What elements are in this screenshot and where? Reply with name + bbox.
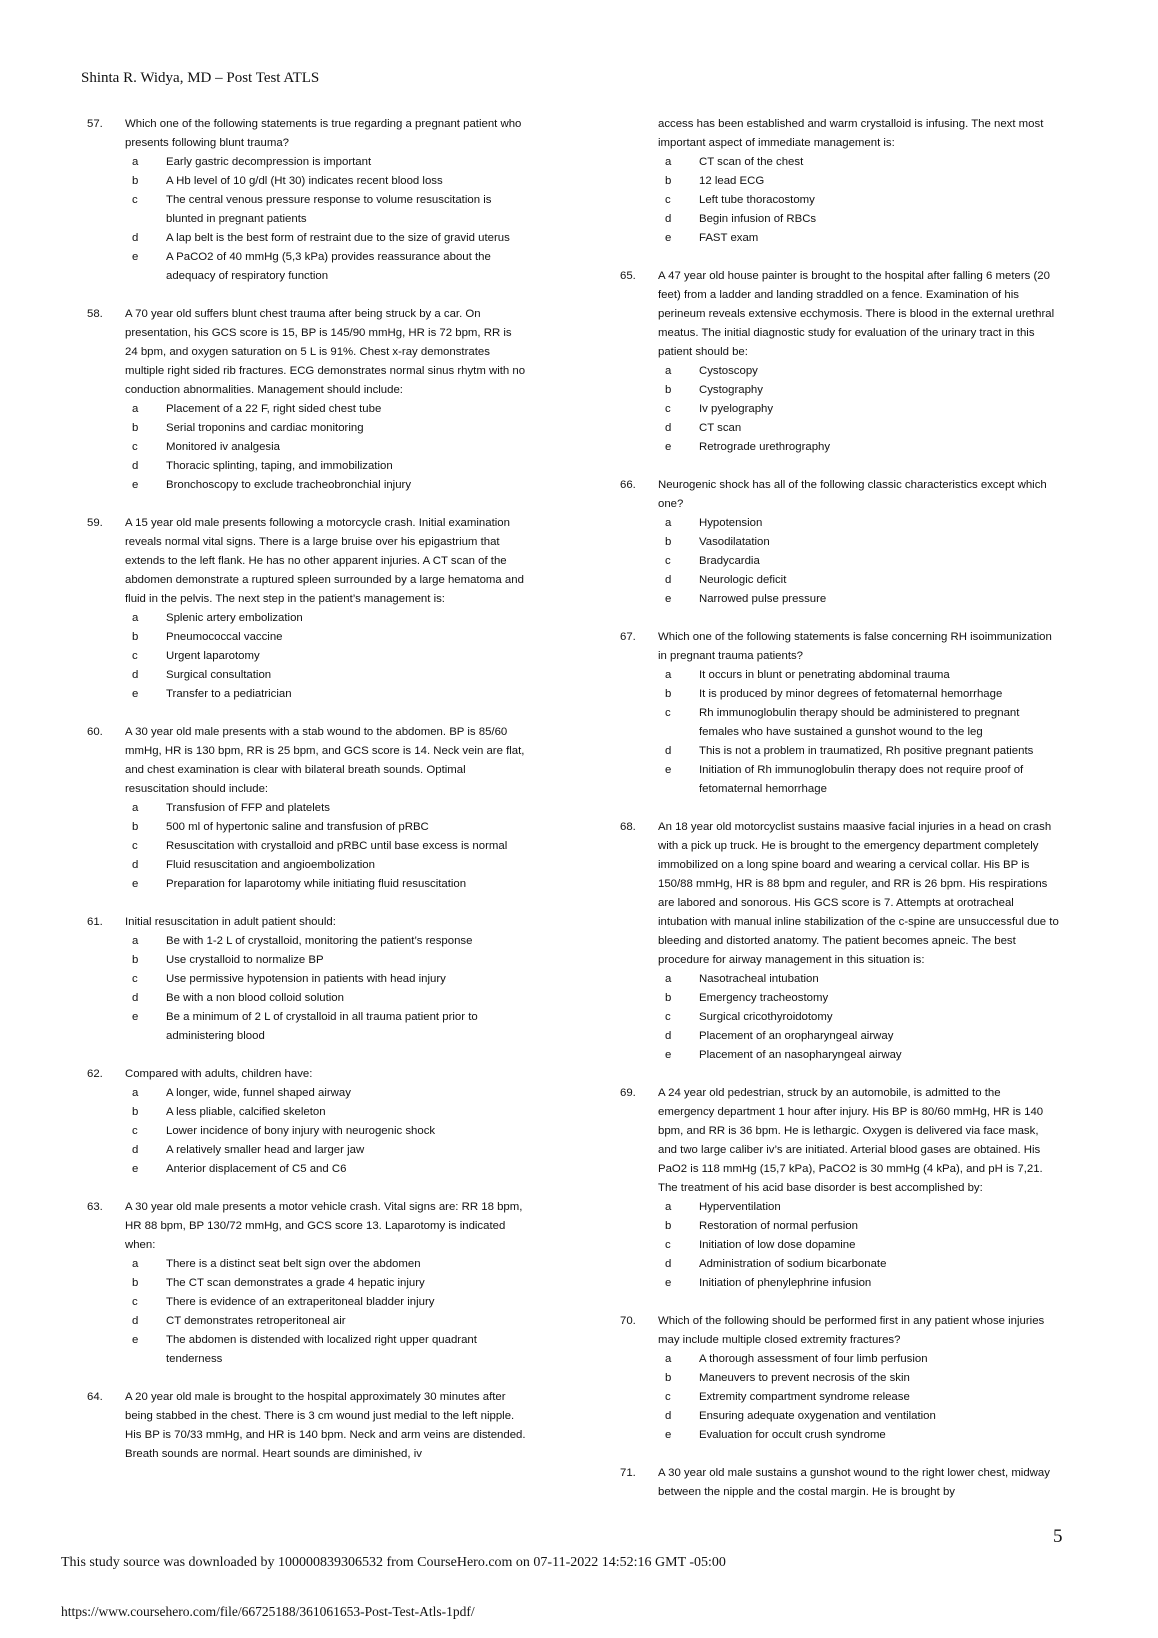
question-stem: A 30 year old male presents with a stab wound to the abdomen. BP is 85/60 mmHg, HR is 130 bpm, RR is 25 bpm, and GCS score is 14. Neck vein are flat, and chest examination is clear with bilateral breath sounds. Optimal resuscitation should include: [125, 726, 525, 795]
option-letter: d [132, 859, 139, 871]
option-letter: b [132, 1277, 139, 1289]
answer-option [620, 552, 1060, 571]
option-text: The central venous pressure response to volume resuscitation is blunted in pregnant patients [166, 194, 492, 225]
answer-option [620, 989, 1060, 1008]
answer-option [620, 1350, 1060, 1369]
option-text: FAST exam [699, 232, 759, 244]
answer-option [620, 1046, 1060, 1065]
answer-option [87, 438, 527, 457]
option-letter: a [132, 935, 139, 947]
option-text: Initiation of low dose dopamine [699, 1239, 856, 1251]
question-stem: access has been established and warm crystalloid is infusing. The next most important aspect of immediate management is: [658, 118, 1044, 149]
option-text: There is evidence of an extraperitoneal bladder injury [166, 1296, 435, 1308]
answer-option [620, 761, 1060, 799]
option-text: Nasotracheal intubation [699, 973, 819, 985]
option-letter: b [665, 992, 672, 1004]
question-stem: Which one of the following statements is false concerning RH isoimmunization in pregnant trauma patients? [658, 631, 1052, 662]
question-number: 60. [87, 726, 103, 738]
left-column [87, 115, 527, 1483]
question-number: 65. [620, 270, 636, 282]
answer-option [620, 172, 1060, 191]
answer-option [620, 970, 1060, 989]
option-text: Transfer to a pediatrician [166, 688, 292, 700]
option-text: CT demonstrates retroperitoneal air [166, 1315, 346, 1327]
answer-option [87, 1160, 527, 1179]
option-text: Be a minimum of 2 L of crystalloid in all trauma patient prior to administering blood [166, 1011, 478, 1042]
answer-option [620, 1236, 1060, 1255]
question-number: 58. [87, 308, 103, 320]
option-text: Pneumococcal vaccine [166, 631, 283, 643]
option-letter: a [665, 156, 672, 168]
option-letter: a [665, 973, 672, 985]
answer-option [620, 1388, 1060, 1407]
option-text: Narrowed pulse pressure [699, 593, 827, 605]
option-letter: d [132, 460, 139, 472]
answer-option [620, 514, 1060, 533]
answer-option [87, 1103, 527, 1122]
option-text: Surgical cricothyroidotomy [699, 1011, 833, 1023]
answer-option [87, 647, 527, 666]
option-text: Lower incidence of bony injury with neurogenic shock [166, 1125, 436, 1137]
answer-option [87, 685, 527, 704]
option-letter: c [665, 555, 671, 567]
answer-option [87, 400, 527, 419]
option-text: Placement of an oropharyngeal airway [699, 1030, 894, 1042]
option-text: Use crystalloid to normalize BP [166, 954, 324, 966]
option-letter: d [132, 1315, 139, 1327]
answer-option [87, 419, 527, 438]
option-text: A Hb level of 10 g/dl (Ht 30) indicates recent blood loss [166, 175, 443, 187]
option-letter: e [132, 878, 139, 890]
answer-option [620, 400, 1060, 419]
option-letter: a [665, 669, 672, 681]
option-text: Placement of a 22 F, right sided chest tube [166, 403, 382, 415]
question-number: 68. [620, 821, 636, 833]
option-text: A PaCO2 of 40 mmHg (5,3 kPa) provides reassurance about the adequacy of respiratory function [166, 251, 491, 282]
question-item [87, 1388, 527, 1464]
option-text: Ensuring adequate oxygenation and ventilation [699, 1410, 936, 1422]
answer-option [87, 476, 527, 495]
answer-option [87, 837, 527, 856]
option-letter: b [132, 821, 139, 833]
option-text: Transfusion of FFP and platelets [166, 802, 330, 814]
option-text: Resuscitation with crystalloid and pRBC until base excess is normal [166, 840, 508, 852]
option-text: Cystoscopy [699, 365, 758, 377]
option-letter: a [665, 517, 672, 529]
question-number: 59. [87, 517, 103, 529]
option-letter: b [132, 422, 139, 434]
question-item [620, 818, 1060, 1065]
option-letter: a [132, 1087, 139, 1099]
option-letter: d [665, 745, 672, 757]
answer-option [87, 457, 527, 476]
option-letter: d [665, 1258, 672, 1270]
option-text: Preparation for laparotomy while initiating fluid resuscitation [166, 878, 467, 890]
option-text: A relatively smaller head and larger jaw [166, 1144, 365, 1156]
question-item [620, 1312, 1060, 1445]
option-text: Serial troponins and cardiac monitoring [166, 422, 364, 434]
option-letter: d [665, 574, 672, 586]
option-letter: c [132, 973, 138, 985]
answer-option [620, 362, 1060, 381]
option-letter: e [132, 1334, 139, 1346]
option-text: Neurologic deficit [699, 574, 787, 586]
option-letter: a [665, 1353, 672, 1365]
answer-option [620, 381, 1060, 400]
question-stem: A 15 year old male presents following a motorcycle crash. Initial examination reveals normal vital signs. There is a large bruise over his epigastrium that extends to the left flank. He has no other apparent injuries. A CT scan of the abdomen demonstrate a ruptured spleen surrounded by a large hematoma and fluid in the pelvis. The next step in the patient’s management is: [125, 517, 524, 605]
option-letter: a [665, 1201, 672, 1213]
option-text: Initiation of Rh immunoglobulin therapy does not require proof of fetomaternal hemorrhage [699, 764, 1024, 795]
option-letter: a [665, 365, 672, 377]
option-text: Thoracic splinting, taping, and immobilization [166, 460, 393, 472]
question-stem: A 20 year old male is brought to the hospital approximately 30 minutes after being stabbed in the chest. There is 3 cm wound just medial to the left nipple. His BP is 70/33 mmHg, and HR is 140 bpm. Neck and arm veins are distended. Breath sounds are normal. Heart sounds are diminished, iv [125, 1391, 526, 1460]
answer-option [620, 685, 1060, 704]
answer-option [620, 666, 1060, 685]
option-text: CT scan [699, 422, 742, 434]
option-letter: b [665, 384, 672, 396]
option-letter: a [132, 612, 139, 624]
answer-option [87, 666, 527, 685]
option-text: Be with 1-2 L of crystalloid, monitoring the patient’s response [166, 935, 473, 947]
option-letter: c [665, 194, 671, 206]
option-letter: c [132, 1125, 138, 1137]
question-item [620, 1464, 1060, 1502]
option-text: Restoration of normal perfusion [699, 1220, 858, 1232]
option-letter: c [665, 707, 671, 719]
option-letter: c [132, 441, 138, 453]
answer-option [620, 438, 1060, 457]
option-letter: e [132, 688, 139, 700]
answer-option [620, 590, 1060, 609]
source-url[interactable]: https://www.coursehero.com/file/66725188/361061653-Post-Test-Atls-1pdf/ [61, 1604, 475, 1619]
question-number: 62. [87, 1068, 103, 1080]
option-letter: d [665, 213, 672, 225]
option-text: Surgical consultation [166, 669, 272, 681]
question-stem: An 18 year old motorcyclist sustains maasive facial injuries in a head on crash with a pick up truck. He is brought to the emergency department completely immobilized on a long spine board and wearing a cervical collar. His BP is 150/88 mmHg, HR is 88 bpm and reguler, and RR is 26 bpm. His respirations are labored and sonorous. His GCS score is 7. Attempts at orotracheal intubation with manual inline stabilization of the c-spine are unsuccessful due to bleeding and distorted anatomy. The patient becomes apneic. The best procedure for airway management in this situation is: [658, 821, 1059, 966]
question-number: 63. [87, 1201, 103, 1213]
right-column [620, 115, 1060, 1521]
answer-option [620, 1369, 1060, 1388]
option-text: Hypotension [699, 517, 763, 529]
answer-option [87, 153, 527, 172]
answer-option [87, 1008, 527, 1046]
option-text: 500 ml of hypertonic saline and transfusion of pRBC [166, 821, 429, 833]
answer-option [87, 1274, 527, 1293]
option-text: Monitored iv analgesia [166, 441, 280, 453]
option-text: 12 lead ECG [699, 175, 765, 187]
answer-option [620, 1407, 1060, 1426]
question-stem: A 30 year old male presents a motor vehicle crash. Vital signs are: RR 18 bpm, HR 88 bpm, BP 130/72 mmHg, and GCS score 13. Laparotomy is indicated when: [125, 1201, 523, 1251]
question-number: 64. [87, 1391, 103, 1403]
option-text: Begin infusion of RBCs [699, 213, 817, 225]
option-text: Administration of sodium bicarbonate [699, 1258, 887, 1270]
question-item [620, 476, 1060, 609]
option-letter: a [132, 802, 139, 814]
answer-option [87, 989, 527, 1008]
question-item [620, 628, 1060, 799]
option-text: Urgent laparotomy [166, 650, 260, 662]
answer-option [87, 799, 527, 818]
option-letter: d [132, 1144, 139, 1156]
answer-option [620, 191, 1060, 210]
option-letter: c [132, 650, 138, 662]
page-header: Shinta R. Widya, MD – Post Test ATLS [81, 70, 320, 86]
answer-option [620, 742, 1060, 761]
option-letter: c [132, 840, 138, 852]
option-text: Left tube thoracostomy [699, 194, 815, 206]
option-letter: c [665, 403, 671, 415]
question-stem: A 24 year old pedestrian, struck by an automobile, is admitted to the emergency department 1 hour after injury. His BP is 80/60 mmHg, HR is 140 bpm, and RR is 36 bpm. He is lethargic. Oxygen is delivered via face mask, and two large caliber iv’s are initiated. Arterial blood gases are obtained. His PaO2 is 118 mmHg (15,7 kPa), PaCO2 is 30 mmHg (4 kPa), and pH is 7,21. The treatment of his acid base disorder is best accomplished by: [658, 1087, 1044, 1194]
option-text: Bradycardia [699, 555, 760, 567]
option-letter: d [665, 1030, 672, 1042]
answer-option [87, 951, 527, 970]
answer-option [620, 210, 1060, 229]
option-text: This is not a problem in traumatized, Rh positive pregnant patients [699, 745, 1034, 757]
option-letter: d [132, 992, 139, 1004]
option-text: Be with a non blood colloid solution [166, 992, 344, 1004]
option-letter: d [132, 232, 139, 244]
question-item [87, 723, 527, 894]
option-letter: e [132, 1011, 139, 1023]
question-item [620, 1084, 1060, 1293]
option-text: Retrograde urethrography [699, 441, 831, 453]
option-letter: b [665, 1372, 672, 1384]
answer-option [87, 875, 527, 894]
option-letter: a [132, 403, 139, 415]
answer-option [87, 229, 527, 248]
option-text: Early gastric decompression is important [166, 156, 372, 168]
option-text: The abdomen is distended with localized right upper quadrant tenderness [166, 1334, 477, 1365]
option-text: Fluid resuscitation and angioembolization [166, 859, 375, 871]
answer-option [87, 1293, 527, 1312]
option-text: Maneuvers to prevent necrosis of the skin [699, 1372, 910, 1384]
option-text: Cystography [699, 384, 763, 396]
option-letter: b [132, 631, 139, 643]
question-item [87, 514, 527, 704]
option-letter: b [132, 175, 139, 187]
option-letter: e [665, 1049, 672, 1061]
option-letter: e [665, 1277, 672, 1289]
question-item [87, 1065, 527, 1179]
answer-option [87, 609, 527, 628]
answer-option [620, 704, 1060, 742]
answer-option [87, 1331, 527, 1369]
question-stem: A 30 year old male sustains a gunshot wound to the right lower chest, midway between the nipple and the costal margin. He is brought by [658, 1467, 1050, 1498]
option-letter: c [665, 1239, 671, 1251]
option-letter: e [665, 593, 672, 605]
option-text: Vasodilatation [699, 536, 770, 548]
answer-option [620, 571, 1060, 590]
option-text: Iv pyelography [699, 403, 774, 415]
option-text: There is a distinct seat belt sign over the abdomen [166, 1258, 421, 1270]
option-text: Use permissive hypotension in patients with head injury [166, 973, 446, 985]
question-number: 61. [87, 916, 103, 928]
answer-option [87, 818, 527, 837]
option-letter: e [132, 251, 139, 263]
option-letter: e [132, 1163, 139, 1175]
question-stem: Which of the following should be performed first in any patient whose injuries may include multiple closed extremity fractures? [658, 1315, 1045, 1346]
option-letter: e [665, 1429, 672, 1441]
answer-option [87, 628, 527, 647]
option-letter: c [132, 1296, 138, 1308]
answer-option [620, 1255, 1060, 1274]
download-notice: This study source was downloaded by 100000839306532 from CourseHero.com on 07-11-2022 14:52:16 GMT -05:00 [61, 1555, 726, 1570]
option-letter: b [132, 1106, 139, 1118]
option-letter: b [132, 954, 139, 966]
option-text: Splenic artery embolization [166, 612, 303, 624]
answer-option [87, 172, 527, 191]
option-letter: c [132, 194, 138, 206]
option-text: CT scan of the chest [699, 156, 804, 168]
option-text: A longer, wide, funnel shaped airway [166, 1087, 351, 1099]
answer-option [620, 1198, 1060, 1217]
option-letter: e [665, 232, 672, 244]
option-text: The CT scan demonstrates a grade 4 hepatic injury [166, 1277, 425, 1289]
option-letter: d [132, 669, 139, 681]
question-stem: Neurogenic shock has all of the following classic characteristics except which one? [658, 479, 1047, 510]
option-letter: b [665, 688, 672, 700]
option-letter: c [665, 1391, 671, 1403]
answer-option [620, 1027, 1060, 1046]
question-item [620, 115, 1060, 248]
answer-option [87, 191, 527, 229]
answer-option [87, 1084, 527, 1103]
option-text: Evaluation for occult crush syndrome [699, 1429, 886, 1441]
answer-option [87, 1122, 527, 1141]
answer-option [620, 153, 1060, 172]
option-text: Emergency tracheostomy [699, 992, 829, 1004]
question-item [87, 305, 527, 495]
question-item [87, 1198, 527, 1369]
question-item [87, 913, 527, 1046]
answer-option [620, 1008, 1060, 1027]
option-letter: b [665, 536, 672, 548]
option-letter: e [132, 479, 139, 491]
option-text: A thorough assessment of four limb perfusion [699, 1353, 928, 1365]
answer-option [620, 229, 1060, 248]
question-stem: Compared with adults, children have: [125, 1068, 313, 1080]
question-item [87, 115, 527, 286]
option-text: A less pliable, calcified skeleton [166, 1106, 326, 1118]
answer-option [620, 1274, 1060, 1293]
option-letter: a [132, 1258, 139, 1270]
option-text: Rh immunoglobulin therapy should be administered to pregnant females who have sustained a gunshot wound to the leg [699, 707, 1020, 738]
option-letter: d [665, 422, 672, 434]
question-stem: Which one of the following statements is true regarding a pregnant patient who presents following blunt trauma? [125, 118, 522, 149]
option-letter: c [665, 1011, 671, 1023]
option-text: Placement of an nasopharyngeal airway [699, 1049, 902, 1061]
option-text: It occurs in blunt or penetrating abdominal trauma [699, 669, 950, 681]
question-number: 70. [620, 1315, 636, 1327]
answer-option [87, 248, 527, 286]
option-text: Initiation of phenylephrine infusion [699, 1277, 872, 1289]
option-text: Anterior displacement of C5 and C6 [166, 1163, 347, 1175]
question-number: 57. [87, 118, 103, 130]
question-number: 66. [620, 479, 636, 491]
answer-option [87, 1255, 527, 1274]
option-text: Hyperventilation [699, 1201, 781, 1213]
option-letter: e [665, 441, 672, 453]
answer-option [87, 1312, 527, 1331]
question-stem: A 70 year old suffers blunt chest trauma after being struck by a car. On presentation, his GCS score is 15, BP is 145/90 mmHg, HR is 72 bpm, RR is 24 bpm, and oxygen saturation on 5 L is 91%. Chest x-ray demonstrates multiple right sided rib fractures. ECG demonstrates normal sinus rhytm with no conduction abnormalities. Management should include: [125, 308, 526, 396]
answer-option [620, 1217, 1060, 1236]
question-stem: A 47 year old house painter is brought to the hospital after falling 6 meters (20 feet) from a ladder and landing straddled on a fence. Examination of his perineum reveals extensive ecchymosis. There is blood in the external urethral meatus. The initial diagnostic study for evaluation of the urinary tract in this patient should be: [658, 270, 1055, 358]
option-text: Bronchoscopy to exclude tracheobronchial injury [166, 479, 412, 491]
option-letter: d [665, 1410, 672, 1422]
option-letter: b [665, 175, 672, 187]
answer-option [87, 970, 527, 989]
option-letter: e [665, 764, 672, 776]
option-letter: b [665, 1220, 672, 1232]
option-text: A lap belt is the best form of restraint due to the size of gravid uterus [166, 232, 510, 244]
option-text: Extremity compartment syndrome release [699, 1391, 910, 1403]
answer-option [620, 533, 1060, 552]
answer-option [87, 856, 527, 875]
answer-option [87, 1141, 527, 1160]
option-text: It is produced by minor degrees of fetomaternal hemorrhage [699, 688, 1003, 700]
page-number: 5 [1053, 1526, 1063, 1547]
question-number: 67. [620, 631, 636, 643]
answer-option [87, 932, 527, 951]
question-stem: Initial resuscitation in adult patient should: [125, 916, 336, 928]
question-number: 69. [620, 1087, 636, 1099]
option-letter: a [132, 156, 139, 168]
question-item [620, 267, 1060, 457]
answer-option [620, 1426, 1060, 1445]
answer-option [620, 419, 1060, 438]
question-number: 71. [620, 1467, 636, 1479]
